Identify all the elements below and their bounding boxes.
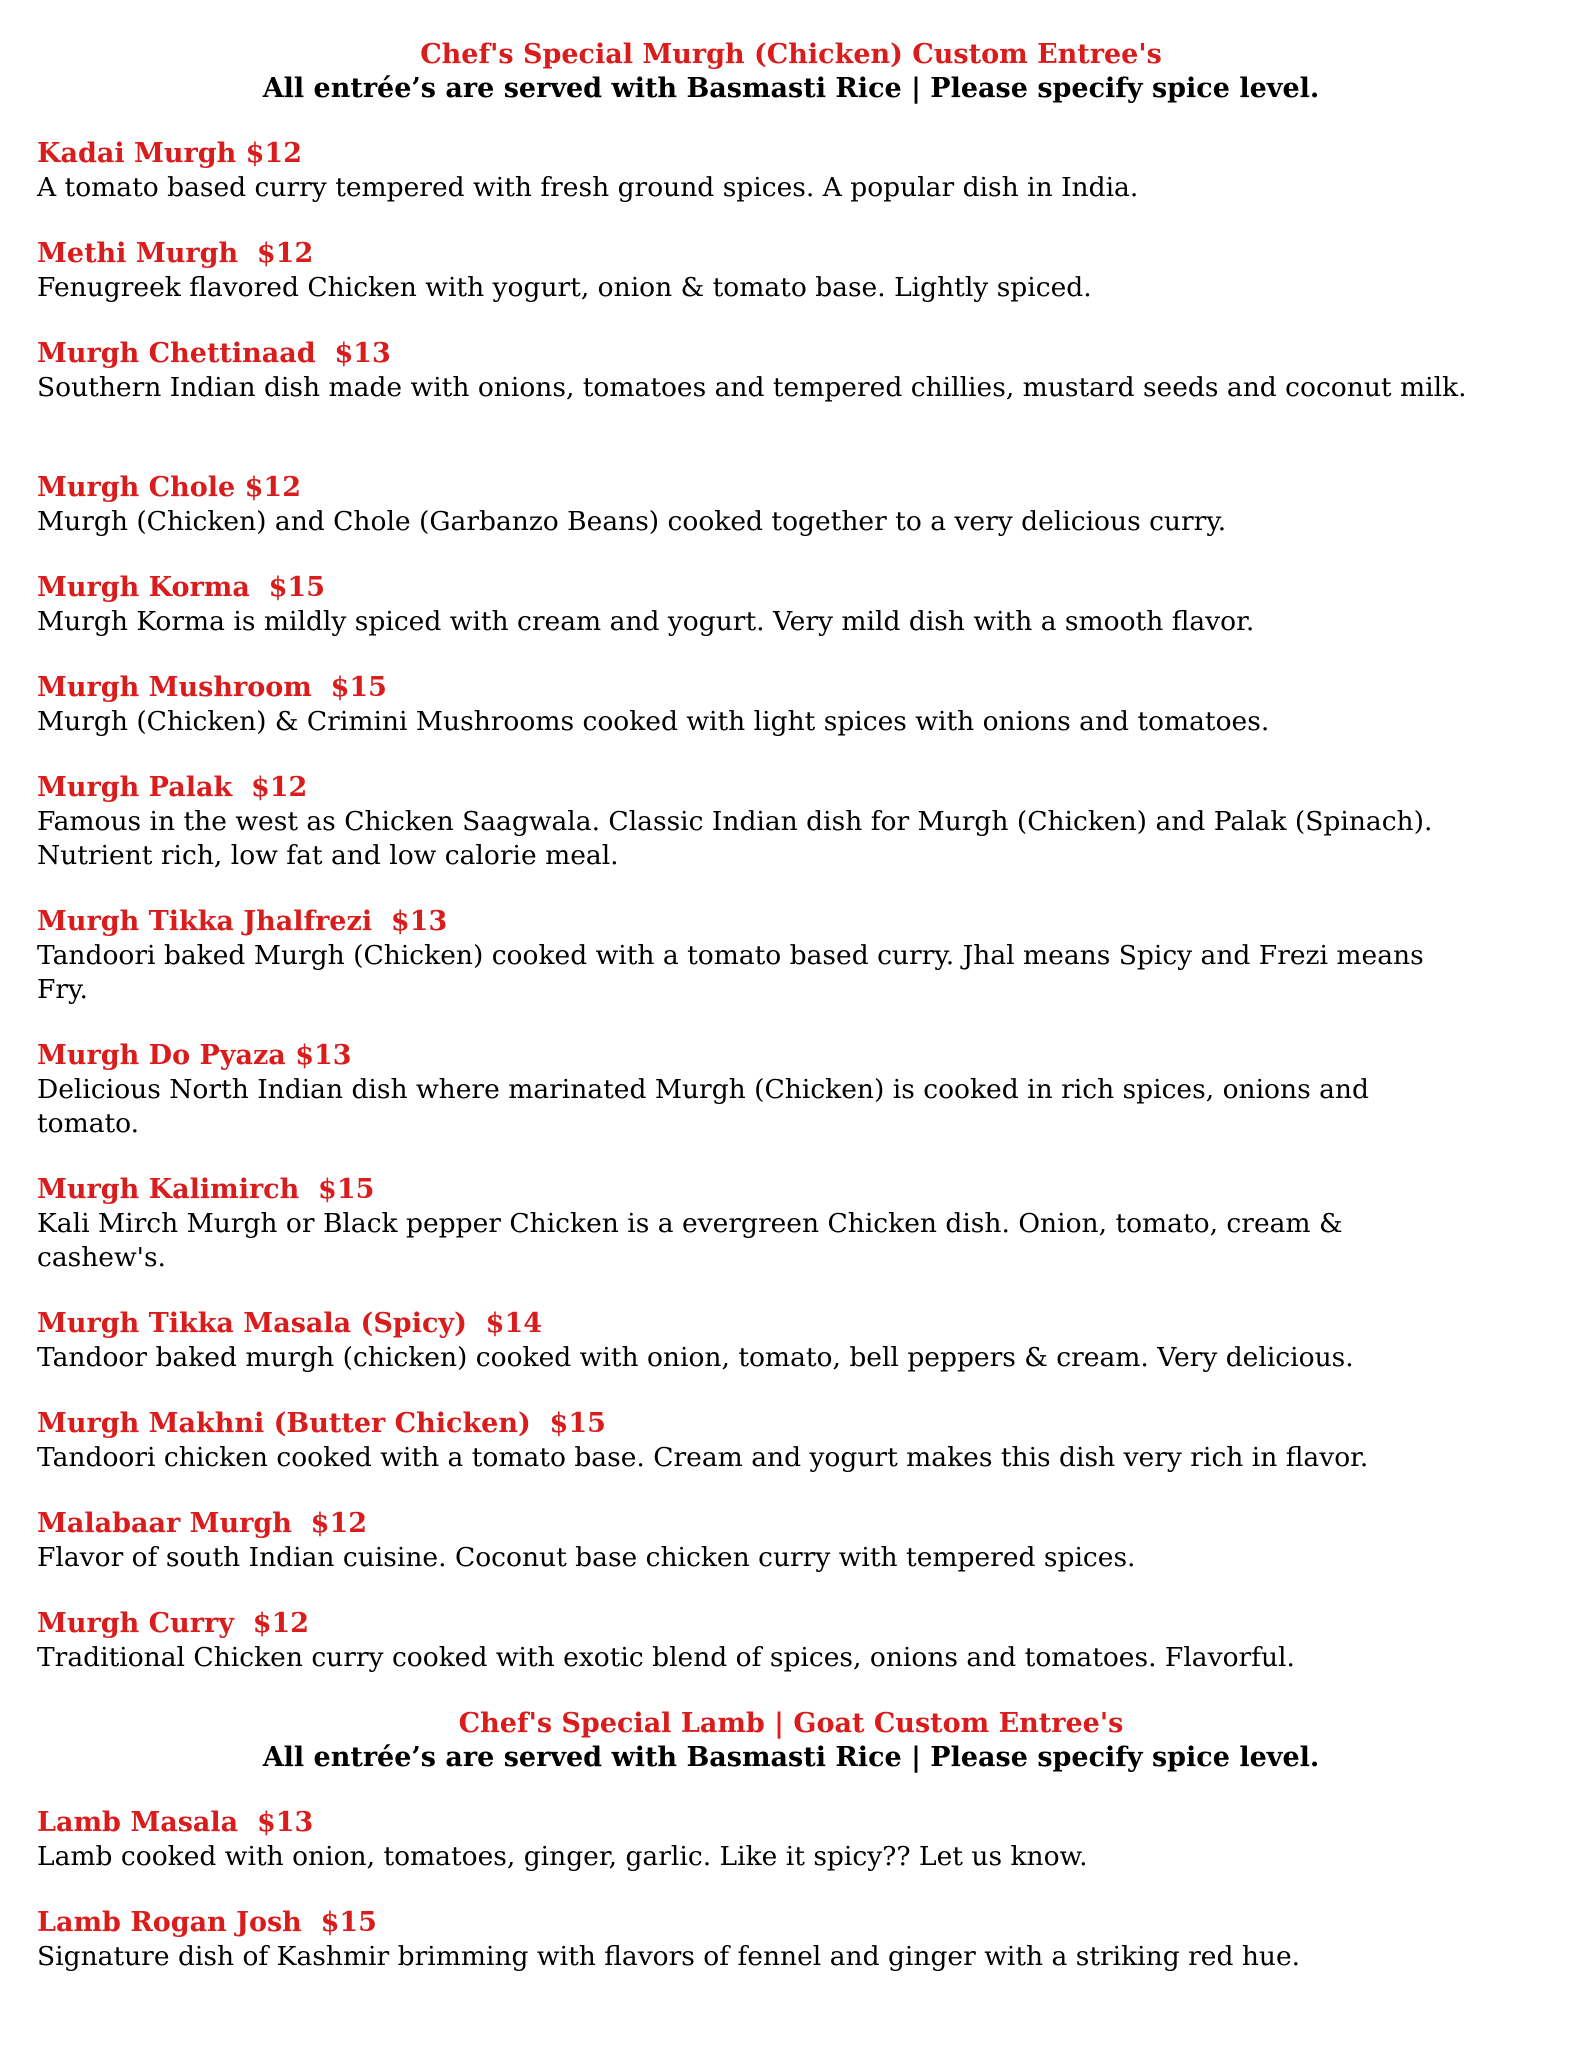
menu-item-murgh-makhni	[37, 1407, 1477, 1475]
menu-item-murgh-chole	[37, 471, 1477, 539]
menu-item-murgh-mushroom	[37, 671, 1477, 739]
chicken-section-title: Chef's Special Murgh (Chicken) Custom Entree's	[420, 39, 1162, 70]
item-name: Murgh Chettinaad $13	[37, 338, 391, 369]
item-description: Fenugreek flavored Chicken with yogurt, onion & tomato base. Lightly spiced.	[37, 272, 1092, 303]
item-name: Methi Murgh $12	[37, 238, 314, 269]
item-description: Flavor of south Indian cuisine. Coconut base chicken curry with tempered spices.	[37, 1542, 1136, 1573]
item-description: Famous in the west as Chicken Saagwala. Classic Indian dish for Murgh (Chicken) and Palak (Spinach). Nutrient rich, low fat and low calorie meal.	[37, 806, 1433, 871]
item-description: Murgh (Chicken) & Crimini Mushrooms cooked with light spices with onions and tomatoes.	[37, 706, 1270, 737]
item-name: Kadai Murgh $12	[37, 138, 303, 169]
item-description: Murgh Korma is mildly spiced with cream and yogurt. Very mild dish with a smooth flavor.	[37, 606, 1255, 637]
menu-item-kadai-murgh	[37, 137, 1477, 205]
item-description: Delicious North Indian dish where marinated Murgh (Chicken) is cooked in rich spices, onions and tomato.	[37, 1074, 1369, 1139]
item-name: Murgh Chole $12	[37, 472, 301, 503]
item-description: Tandoori chicken cooked with a tomato base. Cream and yogurt makes this dish very rich in flavor.	[37, 1442, 1369, 1473]
item-name: Murgh Tikka Jhalfrezi $13	[37, 906, 448, 937]
menu-item-malabaar-murgh	[37, 1507, 1477, 1575]
menu-item-murgh-do-pyaza	[37, 1039, 1477, 1141]
item-description: Tandoor baked murgh (chicken) cooked with onion, tomato, bell peppers & cream. Very delicious.	[37, 1342, 1354, 1373]
chicken-section-header	[0, 38, 1582, 106]
menu-item-murgh-curry	[37, 1607, 1477, 1675]
item-description: Southern Indian dish made with onions, tomatoes and tempered chillies, mustard seeds and coconut milk.	[37, 372, 1467, 403]
item-name: Lamb Rogan Josh $15	[37, 1907, 377, 1938]
menu-item-murgh-palak	[37, 771, 1477, 873]
lamb-section-header	[0, 1707, 1582, 1775]
menu-item-murgh-korma	[37, 571, 1477, 639]
lamb-section-title: Chef's Special Lamb | Goat Custom Entree's	[458, 1708, 1124, 1739]
menu-item-murgh-kalimirch	[37, 1173, 1477, 1275]
item-name: Murgh Kalimirch $15	[37, 1174, 375, 1205]
item-name: Murgh Mushroom $15	[37, 672, 387, 703]
item-description: Signature dish of Kashmir brimming with flavors of fennel and ginger with a striking red hue.	[37, 1941, 1301, 1972]
menu-item-lamb-rogan-josh	[37, 1906, 1477, 1974]
item-name: Murgh Tikka Masala (Spicy) $14	[37, 1308, 543, 1339]
item-name: Murgh Palak $12	[37, 772, 308, 803]
menu-item-methi-murgh	[37, 237, 1477, 305]
item-name: Lamb Masala $13	[37, 1807, 314, 1838]
item-description: Lamb cooked with onion, tomatoes, ginger, garlic. Like it spicy?? Let us know.	[37, 1841, 1088, 1872]
chicken-section-subtitle: All entrée’s are served with Basmasti Rice | Please specify spice level.	[262, 73, 1320, 104]
lamb-section-subtitle: All entrée’s are served with Basmasti Rice | Please specify spice level.	[262, 1742, 1320, 1773]
item-name: Murgh Do Pyaza $13	[37, 1040, 352, 1071]
item-name: Murgh Curry $12	[37, 1608, 310, 1639]
menu-item-lamb-masala	[37, 1806, 1477, 1874]
item-description: Tandoori baked Murgh (Chicken) cooked with a tomato based curry. Jhal means Spicy and Frezi means Fry.	[37, 940, 1424, 1005]
menu-item-murgh-chettinaad	[37, 337, 1477, 405]
item-name: Murgh Korma $15	[37, 572, 325, 603]
item-description: Murgh (Chicken) and Chole (Garbanzo Beans) cooked together to a very delicious curry.	[37, 506, 1227, 537]
item-description: Kali Mirch Murgh or Black pepper Chicken is a evergreen Chicken dish. Onion, tomato, cream & cashew's.	[37, 1208, 1343, 1273]
item-description: Traditional Chicken curry cooked with exotic blend of spices, onions and tomatoes. Flavorful.	[37, 1642, 1295, 1673]
menu-item-murgh-tikka-jhalfrezi	[37, 905, 1477, 1007]
item-name: Malabaar Murgh $12	[37, 1508, 368, 1539]
item-name: Murgh Makhni (Butter Chicken) $15	[37, 1408, 606, 1439]
menu-item-murgh-tikka-masala	[37, 1307, 1477, 1375]
item-description: A tomato based curry tempered with fresh ground spices. A popular dish in India.	[37, 172, 1139, 203]
